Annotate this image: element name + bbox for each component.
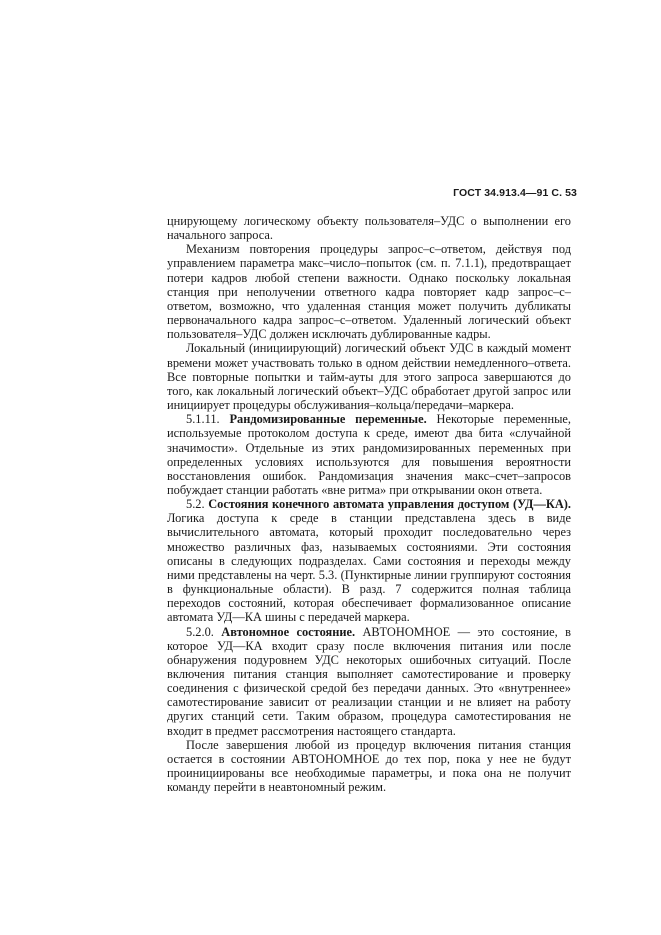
section-heading: Рандомизированные переменные. <box>229 412 427 427</box>
section-heading: Состояния конечного автомата управления доступом (УД—КА). <box>208 497 571 512</box>
paragraph-continuation: цнирующему логическому объекту пользователя–УДС о выполнении его начального запроса. <box>167 214 571 243</box>
section-text: Логика доступа к среде в станции представлена здесь в виде вычислительного автомата, который проходит последовательно через множество различных фаз, называемых состояниями. Эти состояния описаны в следующих подразделах. Сами состояния и переходы между ними представлены на черт. 5.3. (Пунктирные линии группируют состояния в функциональные области). В разд. 7 содержится полная таблица переходов состояний, которая обеспечивает формализованное описание автомата УД—КА шины с передачей маркера. <box>167 511 571 625</box>
section-number: 5.1.11. <box>186 412 220 427</box>
section-text: АВТОНОМНОЕ — это состояние, в которое УД—КА входит сразу после включения питания или после обнаружения подуровнем УДС некоторых ошибочных ситуаций. После включения питания станция выполняет самотестирование и проверку соединения с физической средой без передачи данных. Это «внутреннее» самотестирование зависит от реализации станции и не влияет на работу других станций сети. Таким образом, процедура самотестирования не входит в предмет рассмотрения настоящего стандарта. <box>167 624 571 738</box>
page-header: ГОСТ 34.913.4—91 С. 53 <box>453 187 577 199</box>
section-heading: Автономное состояние. <box>221 624 356 639</box>
section-text: Некоторые переменные, используемые протоколом доступа к среде, имеют два бита «случайной значимости». Отдельные из этих рандомизированных переменных при определенных условиях используются для повышения вероятности восстановления ошибок. Рандомизация значения макс–счет–запросов побуждает станции работать «вне ритма» при открывании окон ответа. <box>167 412 571 497</box>
document-body <box>167 214 571 794</box>
section-number: 5.2. <box>186 497 205 512</box>
section-number: 5.2.0. <box>186 624 214 639</box>
section-5-2-0 <box>167 625 571 738</box>
paragraph-retry-mechanism: Механизм повторения процедуры запрос–с–ответом, действуя под управлением параметра макс–число–попыток (см. п. 7.1.1), предотвращает потери кадров любой степени важности. Однако поскольку локальная станция при неполучении ответного кадра повторяет кадр запрос–с–ответом, возможно, что удаленная станция может получить дубликаты первоначального кадра запрос–с–ответом. Удаленный логический объект пользователя–УДС должен исключать дублированные кадры. <box>167 242 571 342</box>
paragraph-local-object: Локальный (инициирующий) логический объект УДС в каждый момент времени может участвовать только в одном действии немедленного–ответа. Все повторные попытки и тайм-ауты для этого запроса завершаются до того, как локальный логический объект–УДС обработает другой запрос или инициирует процедуры обслуживания–кольца/передачи–маркера. <box>167 341 571 413</box>
paragraph-after-power-on: После завершения любой из процедур включения питания станция остается в состоянии АВТОНОМНОЕ до тех пор, пока у нее не будут проинициированы все необходимые параметры, и пока она не получит команду перейти в неавтономный режим. <box>167 737 571 795</box>
section-5-1-11 <box>167 412 571 497</box>
section-5-2 <box>167 497 571 624</box>
